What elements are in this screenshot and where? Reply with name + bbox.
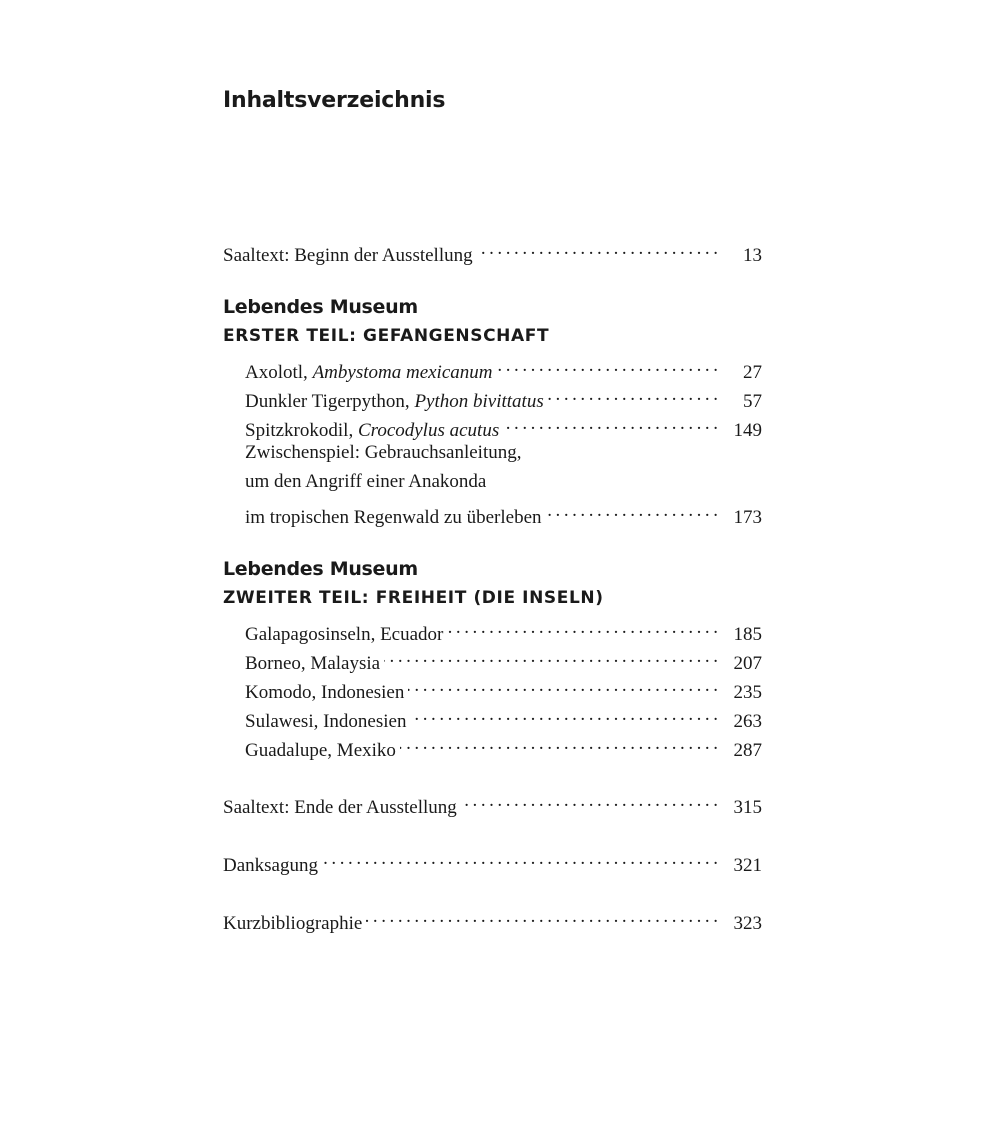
toc-entry-label: Spitzkrokodil, Crocodylus acutus (245, 420, 500, 441)
toc-entry-komodo[interactable] (245, 674, 762, 705)
toc-entry-label: Axolotl, Ambystoma mexicanum (245, 362, 493, 383)
toc-page-number: 207 (733, 653, 762, 674)
toc-entry-axolotl[interactable] (245, 354, 762, 385)
dot-leader (322, 847, 718, 871)
toc-entry-label: Kurzbibliographie (223, 913, 363, 934)
dot-leader (477, 237, 718, 261)
toc-page-number: 321 (733, 855, 762, 876)
toc-entry-intro[interactable] (223, 237, 762, 268)
dot-leader (410, 703, 718, 727)
toc-entry-label: Saaltext: Beginn der Ausstellung (223, 245, 473, 266)
dot-leader (366, 905, 718, 929)
section-heading-part-2: ZWEITER TEIL: FREIHEIT (DIE INSELN) (223, 588, 604, 608)
toc-page-number: 263 (733, 711, 762, 732)
toc-page-number: 13 (743, 245, 762, 266)
interlude-line-1: Zwischenspiel: Gebrauchsanleitung, (245, 442, 522, 463)
toc-entry-label: im tropischen Regenwald zu überleben (245, 507, 542, 528)
toc-page-number: 315 (733, 797, 762, 818)
page-title: Inhaltsverzeichnis (223, 88, 446, 113)
dot-leader (461, 789, 718, 813)
dot-leader (447, 616, 718, 640)
dot-leader (503, 412, 718, 436)
toc-entry-outro[interactable] (223, 789, 762, 820)
toc-entry-label: Sulawesi, Indonesien (245, 711, 407, 732)
toc-entry-tigerpython[interactable] (245, 383, 762, 414)
dot-leader (546, 499, 718, 523)
toc-entry-sulawesi[interactable] (245, 703, 762, 734)
toc-page-number: 287 (733, 740, 762, 761)
toc-entry-galapagos[interactable] (245, 616, 762, 647)
dot-leader (408, 674, 718, 698)
toc-page-number: 27 (743, 362, 762, 383)
section-heading-part-1: ERSTER TEIL: GEFANGENSCHAFT (223, 326, 550, 346)
toc-page-number: 185 (733, 624, 762, 645)
toc-entry-borneo[interactable] (245, 645, 762, 676)
section-title-museum-2: Lebendes Museum (223, 558, 418, 580)
dot-leader (548, 383, 718, 407)
dot-leader (384, 645, 718, 669)
toc-entry-label: Saaltext: Ende der Ausstellung (223, 797, 457, 818)
dot-leader (497, 354, 719, 378)
toc-entry-spitzkrokodil[interactable] (245, 412, 762, 443)
dot-leader (400, 732, 718, 756)
toc-entry-label: Guadalupe, Mexiko (245, 740, 396, 761)
toc-page-number: 57 (743, 391, 762, 412)
toc-entry-label: Danksagung (223, 855, 318, 876)
toc-entry-label: Komodo, Indonesien (245, 682, 405, 703)
toc-entry-thanks[interactable] (223, 847, 762, 878)
interlude-line-2: um den Angriff einer Anakonda (245, 471, 487, 492)
toc-entry-guadalupe[interactable] (245, 732, 762, 763)
toc-page-number: 235 (733, 682, 762, 703)
toc-entry-bibliography[interactable] (223, 905, 762, 936)
section-title-museum-1: Lebendes Museum (223, 296, 418, 318)
toc-entry-interlude[interactable] (245, 499, 762, 530)
toc-page-number: 323 (733, 913, 762, 934)
toc-page-number: 173 (733, 507, 762, 528)
toc-entry-label: Borneo, Malaysia (245, 653, 381, 674)
toc-entry-label: Dunkler Tigerpython, Python bivittatus (245, 391, 544, 412)
toc-entry-label: Galapagosinseln, Ecuador (245, 624, 444, 645)
toc-page-number: 149 (733, 420, 762, 441)
